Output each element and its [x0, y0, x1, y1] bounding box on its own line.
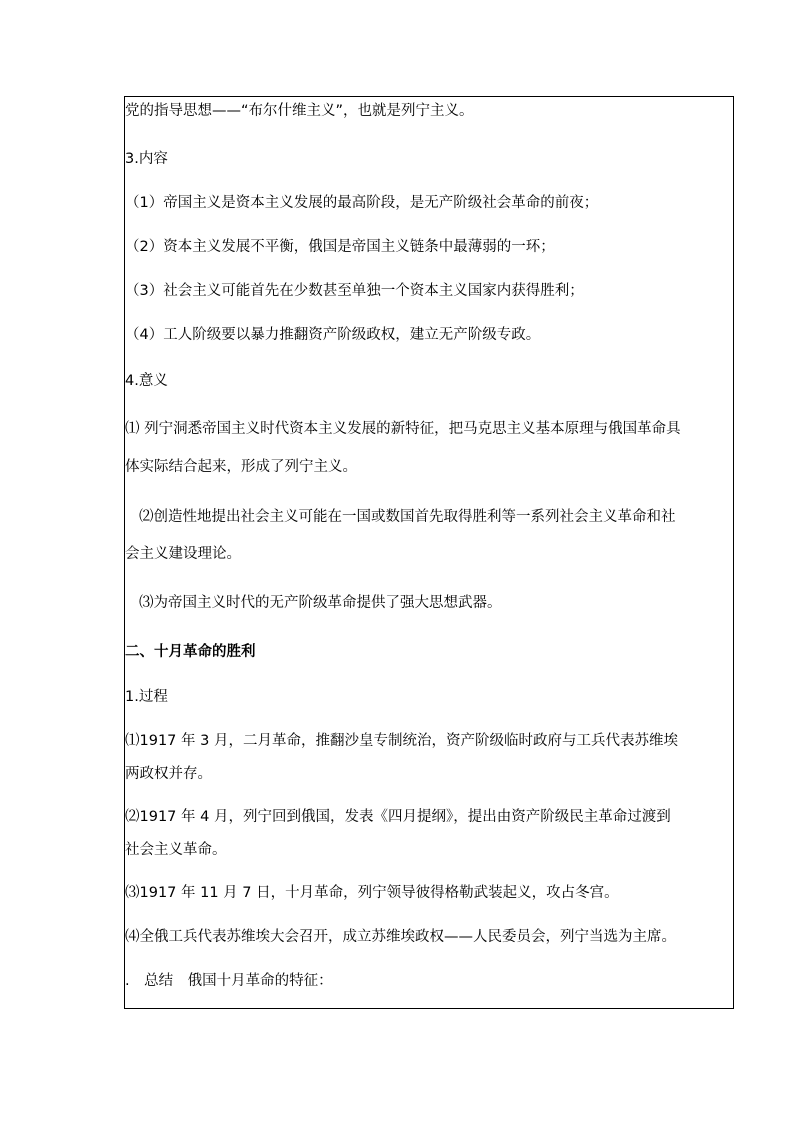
- section-heading-significance: 4.意义: [125, 373, 168, 389]
- significance-item-1-line-1: ⑴ 列宁洞悉帝国主义时代资本主义发展的新特征，把马克思主义基本原理与俄国革命具: [125, 421, 681, 437]
- process-item-2-line-1: ⑵1917 年 4 月，列宁回到俄国，发表《四月提纲》，提出由资产阶级民主革命过渡到: [125, 809, 671, 825]
- content-item-1: （1）帝国主义是资本主义发展的最高阶段，是无产阶级社会革命的前夜；: [125, 195, 599, 211]
- section-heading-content: 3.内容: [125, 151, 168, 167]
- content-item-2: （2）资本主义发展不平衡，俄国是帝国主义链条中最薄弱的一环；: [125, 239, 555, 255]
- section-heading-process: 1.过程: [125, 689, 168, 705]
- significance-item-2-line-2: 会主义建设理论。: [125, 546, 241, 562]
- process-item-1-line-2: 两政权并存。: [125, 766, 212, 782]
- content-item-3: （3）社会主义可能首先在少数甚至单独一个资本主义国家内获得胜利；: [125, 283, 584, 299]
- process-item-1-line-1: ⑴1917 年 3 月，二月革命，推翻沙皇专制统治，资产阶级临时政府与工兵代表苏维埃: [125, 733, 678, 749]
- content-table-cell: [124, 96, 734, 1009]
- significance-item-2-line-1: ⑵创造性地提出社会主义可能在一国或数国首先取得胜利等一系列社会主义革命和社: [139, 509, 676, 525]
- significance-item-3: ⑶为帝国主义时代的无产阶级革命提供了强大思想武器。: [139, 595, 502, 611]
- content-item-4: （4）工人阶级要以暴力推翻资产阶级政权，建立无产阶级专政。: [125, 327, 541, 343]
- section-heading-october-revolution: 二、十月革命的胜利: [125, 644, 256, 660]
- process-item-3: ⑶1917 年 11 月 7 日，十月革命，列宁领导彼得格勒武装起义，攻占冬宫。: [125, 885, 619, 901]
- summary-line: . 总结 俄国十月革命的特征：: [125, 973, 333, 989]
- text-line-guiding-thought: 党的指导思想——“布尔什维主义”，也就是列宁主义。: [125, 103, 474, 119]
- significance-item-1-line-2: 体实际结合起来，形成了列宁主义。: [125, 459, 357, 475]
- process-item-4: ⑷全俄工兵代表苏维埃大会召开，成立苏维埃政权——人民委员会，列宁当选为主席。: [125, 929, 676, 945]
- process-item-2-line-2: 社会主义革命。: [125, 842, 227, 858]
